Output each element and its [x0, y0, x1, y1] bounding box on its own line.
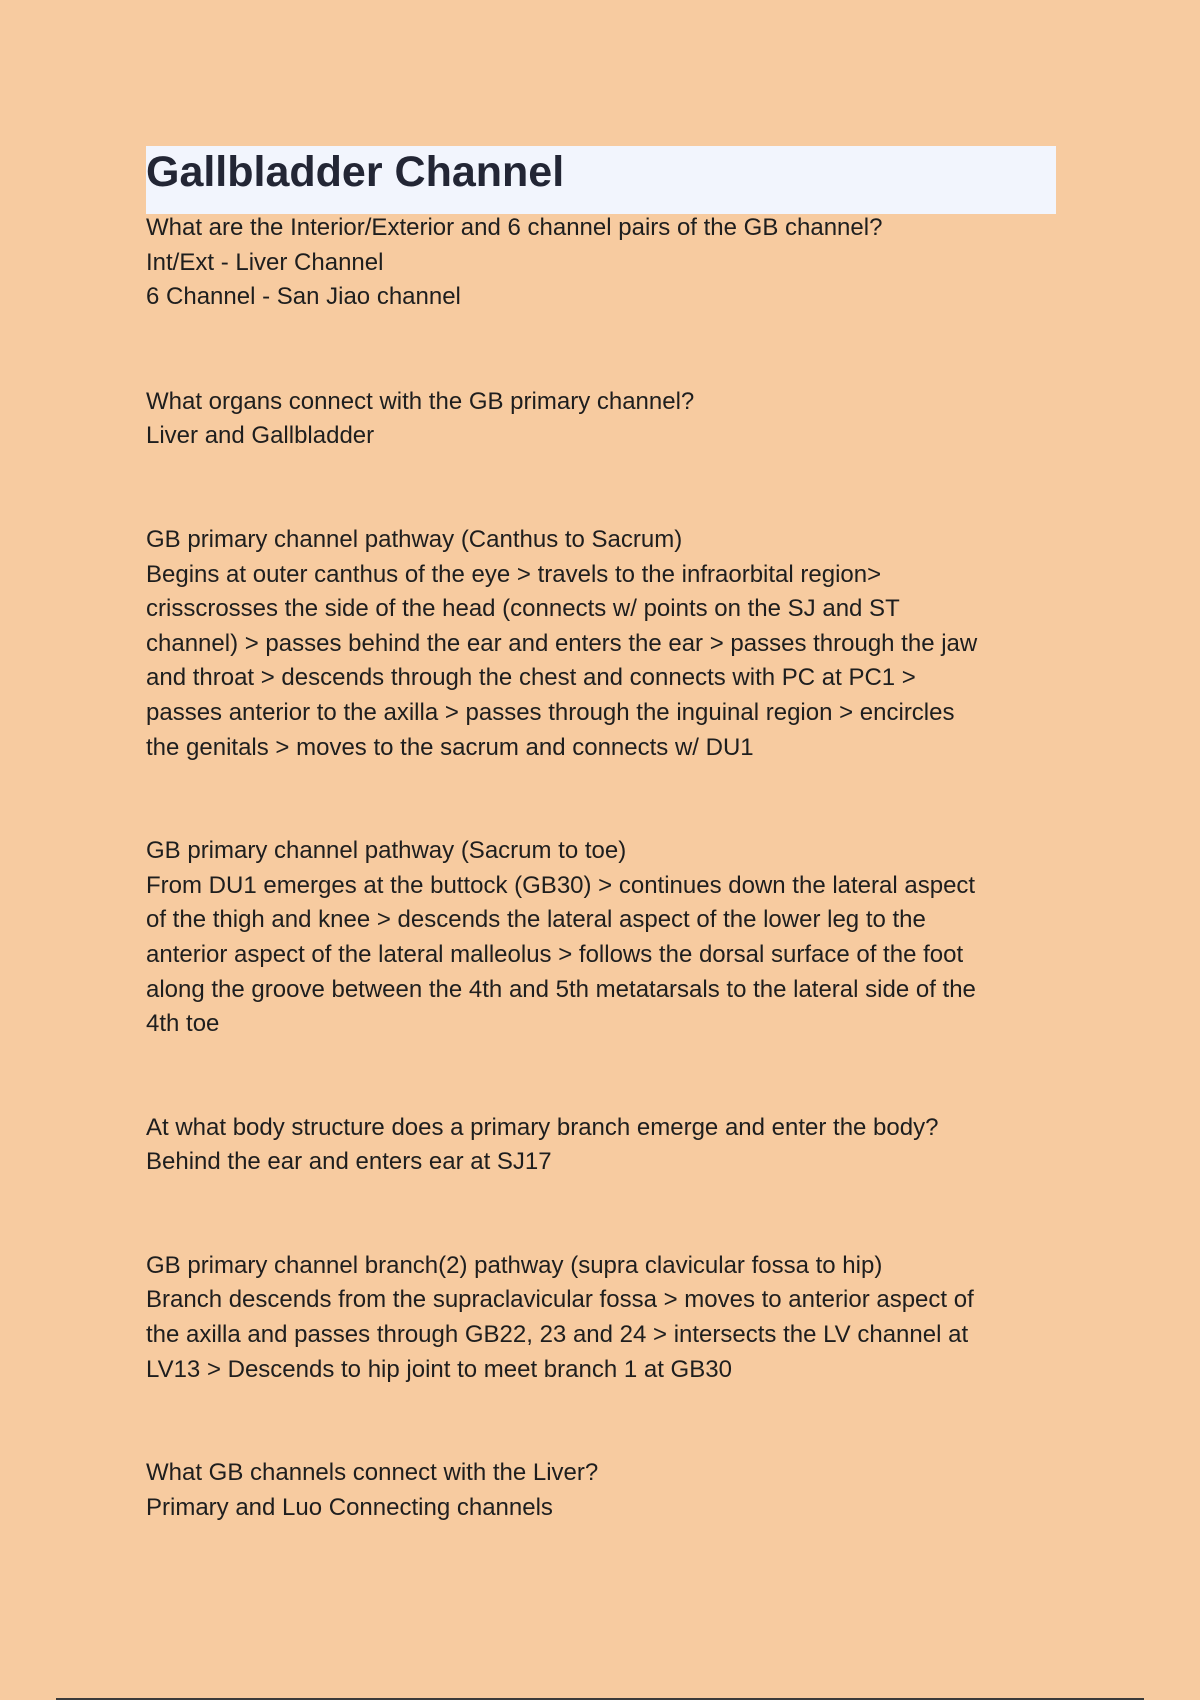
qa-section-channel-pairs — [146, 211, 1066, 315]
answer-text: of the thigh and knee > descends the lateral aspect of the lower leg to the — [146, 906, 926, 934]
answer-text: Begins at outer canthus of the eye > travels to the infraorbital region> — [146, 560, 882, 588]
section-spacer — [146, 315, 1066, 385]
answer-text: Liver and Gallbladder — [146, 422, 375, 450]
question-text: At what body structure does a primary branch emerge and enter the body? — [146, 1113, 939, 1141]
question-text: What GB channels connect with the Liver? — [146, 1459, 599, 1487]
answer-text: passes anterior to the axilla > passes through the inguinal region > encircles — [146, 698, 955, 726]
section-spacer — [146, 1387, 1066, 1456]
section-spacer — [146, 454, 1066, 523]
answer-text: LV13 > Descends to hip joint to meet branch 1 at GB30 — [146, 1355, 732, 1383]
question-text: What are the Interior/Exterior and 6 channel pairs of the GB channel? — [146, 214, 883, 241]
answer-text: the axilla and passes through GB22, 23 and 24 > intersects the LV channel at — [146, 1321, 969, 1349]
answer-text: anterior aspect of the lateral malleolus > follows the dorsal surface of the foot — [146, 940, 964, 968]
answer-text: the genitals > moves to the sacrum and connects w/ DU1 — [146, 733, 754, 761]
section-spacer — [146, 1180, 1066, 1249]
answer-text: 4th toe — [146, 1010, 220, 1038]
answer-text: along the groove between the 4th and 5th metatarsals to the lateral side of the — [146, 975, 976, 1003]
page-title: Gallbladder Channel — [146, 148, 565, 196]
qa-section-liver-connection — [146, 1456, 1066, 1525]
qa-section-primary-branch — [146, 1111, 1066, 1180]
section-spacer — [146, 765, 1066, 834]
answer-text: 6 Channel - San Jiao channel — [146, 283, 461, 311]
question-text: GB primary channel pathway (Canthus to Sacrum) — [146, 525, 683, 553]
question-text: GB primary channel branch(2) pathway (supra clavicular fossa to hip) — [146, 1251, 883, 1279]
answer-text: Branch descends from the supraclavicular fossa > moves to anterior aspect of — [146, 1286, 974, 1314]
answer-text: and throat > descends through the chest and connects with PC at PC1 > — [146, 664, 916, 692]
answer-text: Primary and Luo Connecting channels — [146, 1493, 553, 1521]
qa-section-canthus-to-sacrum — [146, 523, 1066, 765]
document-body — [146, 211, 1066, 1525]
section-spacer — [146, 1042, 1066, 1111]
answer-text: crisscrosses the side of the head (connects w/ points on the SJ and ST — [146, 595, 900, 623]
answer-text: channel) > passes behind the ear and enters the ear > passes through the jaw — [146, 629, 978, 657]
answer-text: Behind the ear and enters ear at SJ17 — [146, 1148, 552, 1176]
qa-section-sacrum-to-toe — [146, 834, 1066, 1042]
answer-text: Int/Ext - Liver Channel — [146, 248, 384, 276]
question-text: What organs connect with the GB primary channel? — [146, 387, 695, 415]
answer-text: From DU1 emerges at the buttock (GB30) > continues down the lateral aspect — [146, 871, 976, 899]
question-text: GB primary channel pathway (Sacrum to toe) — [146, 837, 627, 865]
qa-section-organs — [146, 385, 1066, 454]
qa-section-branch-2 — [146, 1249, 1066, 1387]
